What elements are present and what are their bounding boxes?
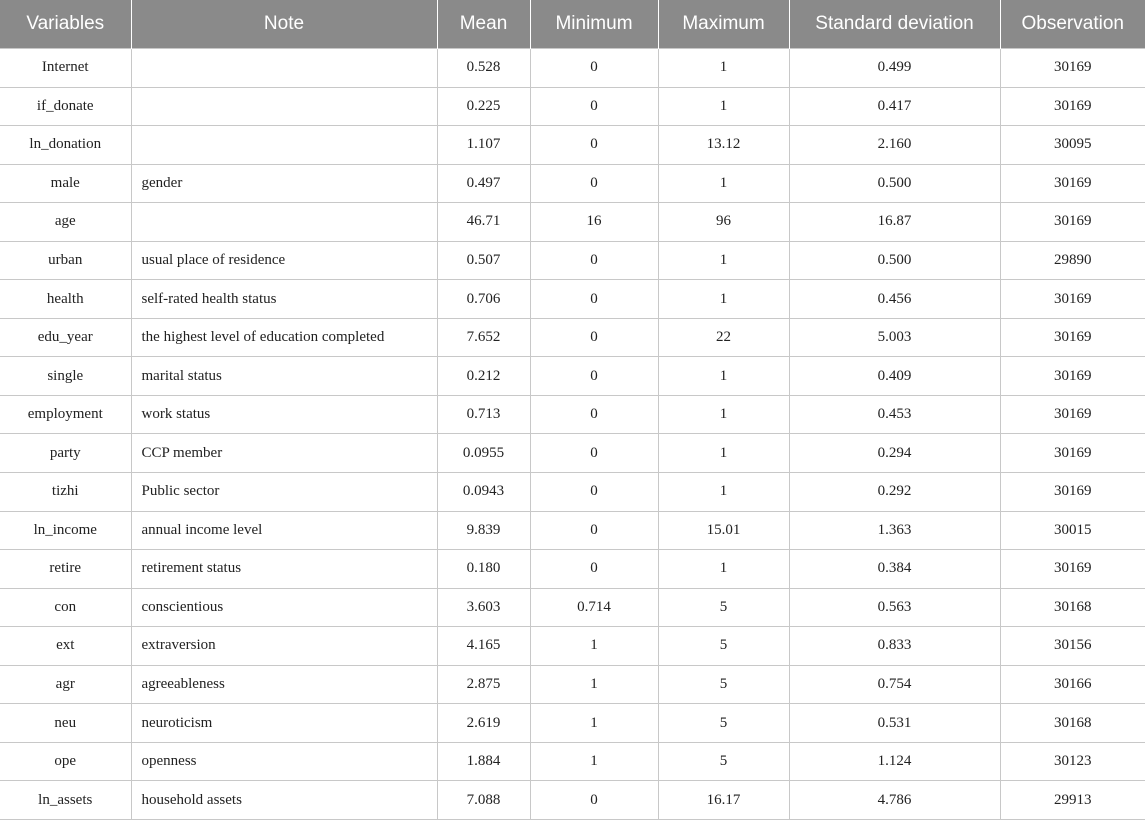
- maximum-cell: 1: [658, 473, 789, 512]
- table-row: [0, 203, 1145, 242]
- minimum-cell: 0: [530, 126, 658, 165]
- variable-cell: retire: [0, 550, 131, 589]
- maximum-cell: 5: [658, 704, 789, 743]
- observation-cell: 30169: [1000, 434, 1145, 473]
- mean-cell: 0.713: [437, 395, 530, 434]
- header-variables: Variables: [0, 0, 131, 49]
- observation-cell: 30169: [1000, 49, 1145, 88]
- observation-cell: 30169: [1000, 395, 1145, 434]
- table-row: [0, 164, 1145, 203]
- minimum-cell: 0: [530, 781, 658, 820]
- table-row: [0, 49, 1145, 88]
- std-dev-cell: 0.754: [789, 665, 1000, 704]
- maximum-cell: 22: [658, 318, 789, 357]
- note-cell: neuroticism: [131, 704, 437, 743]
- observation-cell: 29913: [1000, 781, 1145, 820]
- mean-cell: 4.165: [437, 627, 530, 666]
- observation-cell: 30169: [1000, 550, 1145, 589]
- std-dev-cell: 0.409: [789, 357, 1000, 396]
- variable-cell: Internet: [0, 49, 131, 88]
- minimum-cell: 1: [530, 627, 658, 666]
- maximum-cell: 5: [658, 588, 789, 627]
- mean-cell: 0.507: [437, 241, 530, 280]
- note-cell: gender: [131, 164, 437, 203]
- mean-cell: 0.225: [437, 87, 530, 126]
- std-dev-cell: 0.453: [789, 395, 1000, 434]
- variable-cell: health: [0, 280, 131, 319]
- maximum-cell: 1: [658, 87, 789, 126]
- minimum-cell: 0: [530, 49, 658, 88]
- table-row: [0, 704, 1145, 743]
- variable-cell: ope: [0, 742, 131, 781]
- variable-cell: tizhi: [0, 473, 131, 512]
- minimum-cell: 0: [530, 434, 658, 473]
- std-dev-cell: 0.833: [789, 627, 1000, 666]
- std-dev-cell: 0.294: [789, 434, 1000, 473]
- variable-cell: male: [0, 164, 131, 203]
- minimum-cell: 0: [530, 511, 658, 550]
- observation-cell: 30169: [1000, 164, 1145, 203]
- observation-cell: 30166: [1000, 665, 1145, 704]
- table-header: [0, 0, 1145, 49]
- header-maximum: Maximum: [658, 0, 789, 49]
- table-row: [0, 511, 1145, 550]
- note-cell: Public sector: [131, 473, 437, 512]
- note-cell: openness: [131, 742, 437, 781]
- mean-cell: 2.875: [437, 665, 530, 704]
- table-row: [0, 588, 1145, 627]
- variable-cell: con: [0, 588, 131, 627]
- table-row: [0, 473, 1145, 512]
- mean-cell: 0.528: [437, 49, 530, 88]
- observation-cell: 30169: [1000, 473, 1145, 512]
- note-cell: work status: [131, 395, 437, 434]
- mean-cell: 7.652: [437, 318, 530, 357]
- maximum-cell: 1: [658, 280, 789, 319]
- variable-cell: neu: [0, 704, 131, 743]
- header-minimum: Minimum: [530, 0, 658, 49]
- variable-cell: ln_assets: [0, 781, 131, 820]
- observation-cell: 29890: [1000, 241, 1145, 280]
- variable-cell: employment: [0, 395, 131, 434]
- std-dev-cell: 16.87: [789, 203, 1000, 242]
- std-dev-cell: 1.363: [789, 511, 1000, 550]
- mean-cell: 0.497: [437, 164, 530, 203]
- maximum-cell: 96: [658, 203, 789, 242]
- maximum-cell: 15.01: [658, 511, 789, 550]
- observation-cell: 30095: [1000, 126, 1145, 165]
- std-dev-cell: 2.160: [789, 126, 1000, 165]
- table-row: [0, 87, 1145, 126]
- minimum-cell: 0: [530, 164, 658, 203]
- header-mean: Mean: [437, 0, 530, 49]
- variable-cell: single: [0, 357, 131, 396]
- header-row: [0, 0, 1145, 49]
- note-cell: usual place of residence: [131, 241, 437, 280]
- table-row: [0, 241, 1145, 280]
- observation-cell: 30168: [1000, 704, 1145, 743]
- std-dev-cell: 0.563: [789, 588, 1000, 627]
- table-row: [0, 280, 1145, 319]
- maximum-cell: 1: [658, 434, 789, 473]
- std-dev-cell: 0.456: [789, 280, 1000, 319]
- observation-cell: 30169: [1000, 87, 1145, 126]
- minimum-cell: 1: [530, 742, 658, 781]
- variable-cell: agr: [0, 665, 131, 704]
- note-cell: agreeableness: [131, 665, 437, 704]
- std-dev-cell: 4.786: [789, 781, 1000, 820]
- maximum-cell: 1: [658, 395, 789, 434]
- table-row: [0, 627, 1145, 666]
- std-dev-cell: 0.500: [789, 241, 1000, 280]
- mean-cell: 7.088: [437, 781, 530, 820]
- header-standard-deviation: Standard deviation: [789, 0, 1000, 49]
- std-dev-cell: 0.292: [789, 473, 1000, 512]
- std-dev-cell: 0.417: [789, 87, 1000, 126]
- mean-cell: 9.839: [437, 511, 530, 550]
- maximum-cell: 1: [658, 550, 789, 589]
- table-row: [0, 550, 1145, 589]
- mean-cell: 2.619: [437, 704, 530, 743]
- observation-cell: 30168: [1000, 588, 1145, 627]
- variable-cell: ln_income: [0, 511, 131, 550]
- variable-cell: edu_year: [0, 318, 131, 357]
- minimum-cell: 0: [530, 473, 658, 512]
- maximum-cell: 13.12: [658, 126, 789, 165]
- observation-cell: 30156: [1000, 627, 1145, 666]
- std-dev-cell: 1.124: [789, 742, 1000, 781]
- note-cell: [131, 203, 437, 242]
- mean-cell: 3.603: [437, 588, 530, 627]
- std-dev-cell: 0.384: [789, 550, 1000, 589]
- minimum-cell: 1: [530, 665, 658, 704]
- mean-cell: 46.71: [437, 203, 530, 242]
- minimum-cell: 1: [530, 704, 658, 743]
- variable-cell: ln_donation: [0, 126, 131, 165]
- maximum-cell: 16.17: [658, 781, 789, 820]
- variable-cell: if_donate: [0, 87, 131, 126]
- maximum-cell: 5: [658, 742, 789, 781]
- table-row: [0, 318, 1145, 357]
- mean-cell: 0.212: [437, 357, 530, 396]
- minimum-cell: 16: [530, 203, 658, 242]
- std-dev-cell: 0.500: [789, 164, 1000, 203]
- maximum-cell: 1: [658, 357, 789, 396]
- variable-cell: ext: [0, 627, 131, 666]
- table-row: [0, 434, 1145, 473]
- note-cell: [131, 126, 437, 165]
- minimum-cell: 0: [530, 357, 658, 396]
- mean-cell: 0.706: [437, 280, 530, 319]
- observation-cell: 30169: [1000, 280, 1145, 319]
- observation-cell: 30169: [1000, 357, 1145, 396]
- observation-cell: 30123: [1000, 742, 1145, 781]
- note-cell: retirement status: [131, 550, 437, 589]
- note-cell: extraversion: [131, 627, 437, 666]
- mean-cell: 0.180: [437, 550, 530, 589]
- note-cell: [131, 49, 437, 88]
- variable-cell: party: [0, 434, 131, 473]
- minimum-cell: 0.714: [530, 588, 658, 627]
- observation-cell: 30169: [1000, 318, 1145, 357]
- std-dev-cell: 5.003: [789, 318, 1000, 357]
- table-row: [0, 742, 1145, 781]
- maximum-cell: 1: [658, 49, 789, 88]
- std-dev-cell: 0.531: [789, 704, 1000, 743]
- note-cell: self-rated health status: [131, 280, 437, 319]
- note-cell: household assets: [131, 781, 437, 820]
- mean-cell: 0.0943: [437, 473, 530, 512]
- maximum-cell: 1: [658, 241, 789, 280]
- header-note: Note: [131, 0, 437, 49]
- note-cell: CCP member: [131, 434, 437, 473]
- note-cell: the highest level of education completed: [131, 318, 437, 357]
- maximum-cell: 5: [658, 627, 789, 666]
- table-body: [0, 49, 1145, 820]
- minimum-cell: 0: [530, 87, 658, 126]
- table-row: [0, 357, 1145, 396]
- note-cell: conscientious: [131, 588, 437, 627]
- minimum-cell: 0: [530, 318, 658, 357]
- variable-cell: urban: [0, 241, 131, 280]
- note-cell: marital status: [131, 357, 437, 396]
- mean-cell: 1.884: [437, 742, 530, 781]
- observation-cell: 30169: [1000, 203, 1145, 242]
- std-dev-cell: 0.499: [789, 49, 1000, 88]
- header-observation: Observation: [1000, 0, 1145, 49]
- minimum-cell: 0: [530, 280, 658, 319]
- note-cell: [131, 87, 437, 126]
- variable-cell: age: [0, 203, 131, 242]
- table-row: [0, 665, 1145, 704]
- minimum-cell: 0: [530, 550, 658, 589]
- table-row: [0, 126, 1145, 165]
- table-row: [0, 395, 1145, 434]
- note-cell: annual income level: [131, 511, 437, 550]
- maximum-cell: 1: [658, 164, 789, 203]
- mean-cell: 1.107: [437, 126, 530, 165]
- mean-cell: 0.0955: [437, 434, 530, 473]
- minimum-cell: 0: [530, 241, 658, 280]
- minimum-cell: 0: [530, 395, 658, 434]
- maximum-cell: 5: [658, 665, 789, 704]
- table-row: [0, 781, 1145, 820]
- observation-cell: 30015: [1000, 511, 1145, 550]
